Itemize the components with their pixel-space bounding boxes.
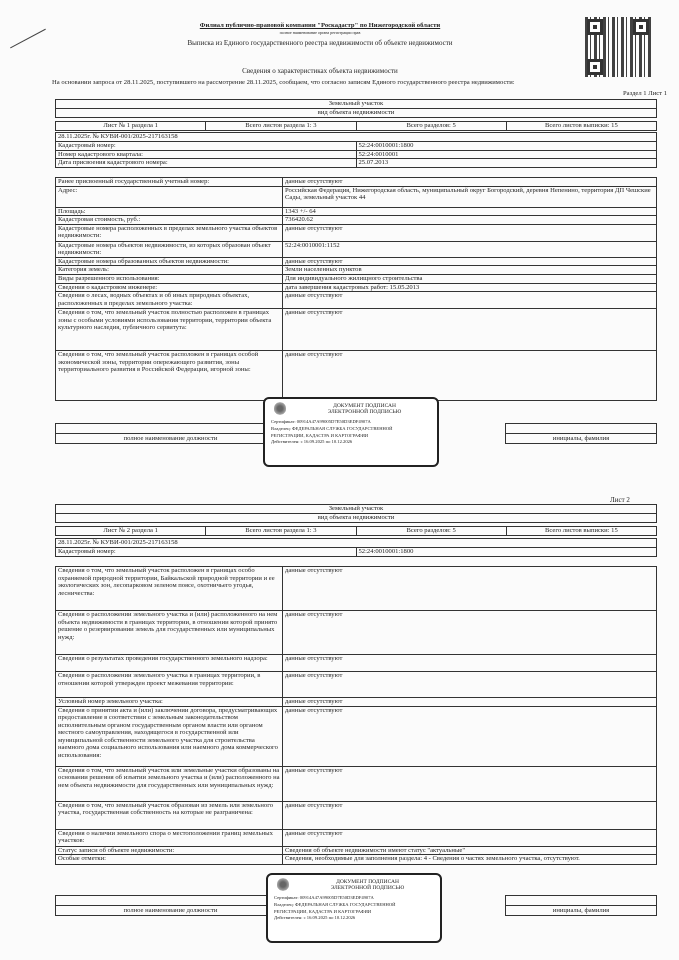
e-signature-stamp bbox=[266, 873, 442, 943]
row-value: Земли населенных пунктов bbox=[283, 266, 657, 275]
sheets-total: Всего листов выписки: 15 bbox=[506, 122, 656, 131]
signature-position: полное наименование должности bbox=[56, 906, 286, 916]
emblem-icon bbox=[274, 402, 286, 415]
stamp-title: ДОКУМЕНТ ПОДПИСАН bbox=[336, 879, 399, 885]
table-row bbox=[56, 207, 657, 216]
row-label: Категория земель: bbox=[56, 266, 283, 275]
section-title: Сведения о характеристиках объекта недвижимости bbox=[242, 67, 398, 75]
table-row bbox=[56, 309, 657, 351]
table-row bbox=[56, 351, 657, 401]
stamp-title: ЭЛЕКТРОННОЙ ПОДПИСЬЮ bbox=[330, 885, 405, 892]
sheet-number: Лист № 1 раздела 1 bbox=[56, 122, 206, 131]
row-label: Кадастровый номер: bbox=[56, 142, 357, 151]
row-label: Сведения о расположении земельного участка в границах территории, в отношении которой утвержден проект межевания территории: bbox=[56, 672, 283, 698]
row-label: Условный номер земельного участка: bbox=[56, 698, 283, 707]
qr-code bbox=[585, 17, 651, 77]
table-row bbox=[56, 186, 657, 207]
row-value: данные отсутствуют bbox=[283, 178, 657, 187]
row-label: Кадастровые номера объектов недвижимости, из которых образован объект недвижимости: bbox=[56, 241, 283, 257]
stamp-certificate: Сертификат: 00914A47A99005D7E50D3EDF4907A bbox=[271, 418, 371, 424]
row-label: Номер кадастрового квартала: bbox=[56, 150, 357, 159]
table-row bbox=[56, 216, 657, 225]
row-label: Площадь: bbox=[56, 207, 283, 216]
row-value: 52:24:0010001:1800 bbox=[356, 548, 657, 557]
row-label: Сведения о том, что земельный участок образован из земель или земельного участка, государственная собственность на которые не разграничена: bbox=[56, 801, 283, 829]
object-type-caption: вид объекта недвижимости bbox=[56, 109, 657, 118]
row-label: Сведения о наличии земельного спора о местоположении границ земельных участков: bbox=[56, 829, 283, 846]
row-value: 1343 +/- 64 bbox=[283, 207, 657, 216]
row-value: данные отсутствуют bbox=[283, 706, 657, 766]
table-row bbox=[56, 698, 657, 707]
table-row bbox=[56, 292, 657, 309]
intro-text: На основании запроса от 28.11.2025, поступившего на рассмотрение 28.11.2025, сообщаем, что согласно записям Единого государственного реестра недвижимости: bbox=[52, 79, 515, 86]
section-label: Лист 2 bbox=[610, 496, 630, 504]
sheets-total: Всего листов выписки: 15 bbox=[506, 527, 656, 536]
table-row bbox=[56, 655, 657, 672]
sheet-info bbox=[55, 526, 657, 536]
sheet-number: Лист № 2 раздела 1 bbox=[56, 527, 206, 536]
table-row bbox=[56, 801, 657, 829]
characteristics-table bbox=[55, 566, 657, 865]
row-value: 736420.62 bbox=[283, 216, 657, 225]
sections-total: Всего разделов: 5 bbox=[356, 122, 506, 131]
row-label: Сведения о том, что земельный участок расположен в границах особо охраняемой природной территории, Байкальской природной территории и ее экологических зон, лесопарковом зеленом поясе, охотничьего угодья, лесничества: bbox=[56, 567, 283, 611]
stamp-owner: РЕГИСТРАЦИИ, КАДАСТРА И КАРТОГРАФИИ bbox=[274, 909, 372, 915]
row-value: данные отсутствуют bbox=[283, 655, 657, 672]
table-row bbox=[56, 766, 657, 801]
identity-table bbox=[55, 132, 657, 168]
row-value: 52:24:0010001:1152 bbox=[283, 241, 657, 257]
table-row bbox=[56, 283, 657, 292]
row-label: Кадастровые номера образованных объектов недвижимости: bbox=[56, 257, 283, 266]
org-name: Филиал публично-правовой компании "Роскадастр" по Нижегородской области bbox=[199, 22, 441, 29]
row-value: данные отсутствуют bbox=[283, 698, 657, 707]
table-row bbox=[56, 846, 657, 855]
table-row bbox=[56, 829, 657, 846]
object-type-table bbox=[55, 99, 657, 118]
table-row bbox=[56, 178, 657, 187]
identity-table bbox=[55, 538, 657, 557]
org-subcaption: полное наименование органа регистрации прав bbox=[279, 30, 361, 35]
signature-name: инициалы, фамилия bbox=[506, 434, 657, 444]
sheet-info bbox=[55, 121, 657, 131]
row-label: Кадастровая стоимость, руб.: bbox=[56, 216, 283, 225]
stamp-validity: Действителен: с 16.09.2025 по 10.12.2026 bbox=[274, 915, 356, 921]
row-label: Сведения о расположении земельного участка и (или) расположенного на нем объекта недвижимости в границах территории, в отношении которой принято решение о резервировании земель для государственных или муниципальных нужд: bbox=[56, 611, 283, 655]
row-value: Сведения об объекте недвижимости имеют статус "актуальные" bbox=[283, 846, 657, 855]
row-value: данные отсутствуют bbox=[283, 829, 657, 846]
row-value: дата завершения кадастровых работ: 15.05.2013 bbox=[283, 283, 657, 292]
stamp-owner: РЕГИСТРАЦИИ, КАДАСТРА И КАРТОГРАФИИ bbox=[271, 433, 369, 439]
row-value: Для индивидуального жилищного строительства bbox=[283, 275, 657, 284]
row-label: Виды разрешенного использования: bbox=[56, 275, 283, 284]
table-row bbox=[56, 275, 657, 284]
row-label: Статус записи об объекте недвижимости: bbox=[56, 846, 283, 855]
object-type-table bbox=[55, 504, 657, 523]
row-label: Особые отметки: bbox=[56, 855, 283, 865]
row-label: Сведения о принятии акта и (или) заключении договора, предусматривающих предоставление в соответствии с земельным законодательством исполнительным органом государственным органом власти или органом местного самоуправления, находящегося в государственной или муниципальной собственности земельного участка для строительства наемного дома социального использования или наемного дома коммерческого использования: bbox=[56, 706, 283, 766]
table-row bbox=[56, 224, 657, 241]
row-label: Сведения о том, что земельный участок полностью расположен в границах зоны с особыми условиями использования территории, территории объекта культурного наследия, публичного сервитута: bbox=[56, 309, 283, 351]
row-label: Сведения о лесах, водных объектах и об иных природных объектах, расположенных в пределах земельного участка: bbox=[56, 292, 283, 309]
object-type-caption: вид объекта недвижимости bbox=[56, 514, 657, 523]
object-type: Земельный участок bbox=[56, 100, 657, 109]
row-value: Российская Федерация, Нижегородская область, муниципальный округ Богородский, деревня Непенино, территория ДП Чешские Сады, земельный участок 44 bbox=[283, 186, 657, 207]
row-value: данные отсутствуют bbox=[283, 766, 657, 801]
row-value: 25.07.2013 bbox=[356, 159, 657, 168]
row-label: Сведения о том, что земельный участок или земельные участки образованы на основании решения об изъятии земельного участка и (или) расположенного на нем объекта недвижимости для государственных или муниципальных нужд: bbox=[56, 766, 283, 801]
row-value: данные отсутствуют bbox=[283, 257, 657, 266]
characteristics-table bbox=[55, 177, 657, 401]
stamp-owner: Владелец: ФЕДЕРАЛЬНАЯ СЛУЖБА ГОСУДАРСТВЕННОЙ bbox=[271, 425, 393, 431]
row-value: данные отсутствуют bbox=[283, 567, 657, 611]
object-type: Земельный участок bbox=[56, 505, 657, 514]
row-value: данные отсутствуют bbox=[283, 611, 657, 655]
stamp-title: ЭЛЕКТРОННОЙ ПОДПИСЬЮ bbox=[327, 409, 402, 416]
table-row bbox=[56, 241, 657, 257]
sections-total: Всего разделов: 5 bbox=[356, 527, 506, 536]
sheets-in-section: Всего листов раздела 1: 3 bbox=[206, 527, 356, 536]
e-signature-stamp bbox=[263, 397, 439, 467]
signature-position: полное наименование должности bbox=[56, 434, 286, 444]
table-row bbox=[56, 611, 657, 655]
row-value: данные отсутствуют bbox=[283, 292, 657, 309]
row-value: данные отсутствуют bbox=[283, 672, 657, 698]
row-value: данные отсутствуют bbox=[283, 309, 657, 351]
row-label: Дата присвоения кадастрового номера: bbox=[56, 159, 357, 168]
row-label: Сведения о том, что земельный участок расположен в границах особой экономической зоны, территории опережающего развития, зоны территориального развития в Российской Федерации, игорной зоны: bbox=[56, 351, 283, 401]
emblem-icon bbox=[277, 878, 289, 891]
row-label: Ранее присвоенный государственный учетный номер: bbox=[56, 178, 283, 187]
row-label: Сведения о результатах проведения государственного земельного надзора: bbox=[56, 655, 283, 672]
table-row bbox=[56, 257, 657, 266]
sheets-in-section: Всего листов раздела 1: 3 bbox=[206, 122, 356, 131]
row-value: данные отсутствуют bbox=[283, 351, 657, 401]
row-value: данные отсутствуют bbox=[283, 224, 657, 241]
row-value: 52:24:0010001:1800 bbox=[356, 142, 657, 151]
row-label: Сведения о кадастровом инженере: bbox=[56, 283, 283, 292]
stamp-owner: Владелец: ФЕДЕРАЛЬНАЯ СЛУЖБА ГОСУДАРСТВЕННОЙ bbox=[274, 901, 396, 907]
doc-id: 28.11.2025г. № КУВИ-001/2025-217163158 bbox=[56, 539, 657, 548]
stamp-title: ДОКУМЕНТ ПОДПИСАН bbox=[333, 403, 396, 409]
table-row bbox=[56, 706, 657, 766]
section-label: Раздел 1 Лист 1 bbox=[623, 90, 667, 97]
row-value: Сведения, необходимые для заполнения раздела: 4 - Сведения о частях земельного участка, отсутствуют. bbox=[283, 855, 657, 865]
row-label: Кадастровые номера расположенных в пределах земельного участка объектов недвижимости: bbox=[56, 224, 283, 241]
row-label: Кадастровый номер: bbox=[56, 548, 357, 557]
doc-id: 28.11.2025г. № КУВИ-001/2025-217163158 bbox=[56, 133, 657, 142]
table-row bbox=[56, 855, 657, 865]
table-row bbox=[56, 672, 657, 698]
row-value: 52:24:0010001 bbox=[356, 150, 657, 159]
signature-name: инициалы, фамилия bbox=[506, 906, 657, 916]
document-title: Выписка из Единого государственного реестра недвижимости об объекте недвижимости bbox=[187, 39, 453, 47]
stamp-certificate: Сертификат: 00914A47A99005D7E50D3EDF4907A bbox=[274, 894, 374, 900]
pen-mark bbox=[10, 29, 46, 49]
table-row bbox=[56, 567, 657, 611]
row-value: данные отсутствуют bbox=[283, 801, 657, 829]
stamp-validity: Действителен: с 16.09.2025 по 10.12.2026 bbox=[271, 439, 353, 445]
table-row bbox=[56, 266, 657, 275]
row-label: Адрес: bbox=[56, 186, 283, 207]
